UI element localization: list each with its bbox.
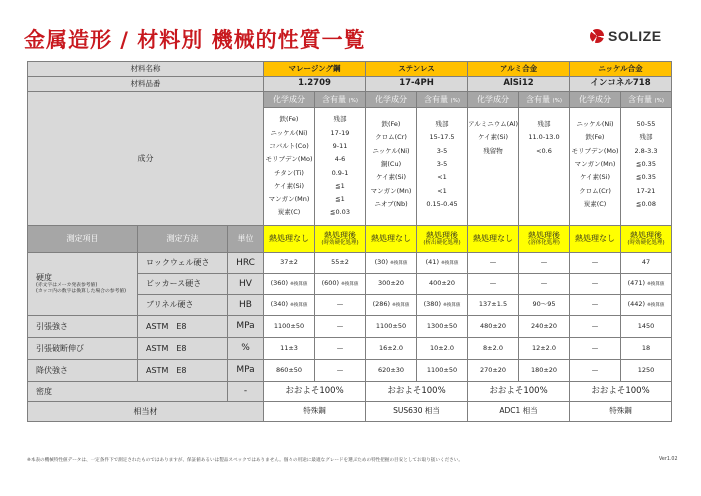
unit-cell: HRC — [228, 253, 264, 274]
unit-cell: HV — [228, 274, 264, 295]
material-grade-0: 1.2709 — [264, 77, 366, 92]
no-treat-header: 熱処理なし — [264, 226, 315, 253]
amounts-2: 残部 11.0-13.0 <0.6 — [519, 108, 570, 226]
elements-1: 鉄(Fe) クロム(Cr) ニッケル(Ni) 銅(Cu) ケイ素(Si) マンガン(Mn) ニオブ(Nb) — [366, 108, 417, 226]
post-treat-header: 熱処理後 (時効硬化処理) — [621, 226, 672, 253]
value-cell: 1100±50 — [366, 316, 417, 338]
chem-header: 化学成分 — [366, 92, 417, 108]
value-cell: (41) ※換算値 — [417, 253, 468, 274]
content-header: 含有量 (%) — [417, 92, 468, 108]
value-cell: 47 — [621, 253, 672, 274]
logo-text: SOLIZE — [608, 28, 662, 44]
value-cell: — — [468, 274, 519, 295]
method-header: 測定方法 — [138, 226, 228, 253]
item-cell: 密度 — [28, 382, 228, 402]
equivalent-value: 特殊鋼 — [264, 402, 366, 422]
value-cell: 55±2 — [315, 253, 366, 274]
unit-cell: - — [228, 382, 264, 402]
material-name-2: アルミ合金 — [468, 62, 570, 77]
equivalent-label: 相当材 — [28, 402, 264, 422]
post-treat-header: 熱処理後 (時効硬化処理) — [315, 226, 366, 253]
value-cell: — — [570, 360, 621, 382]
no-treat-header: 熱処理なし — [570, 226, 621, 253]
value-cell: — — [315, 338, 366, 360]
value-cell: 11±3 — [264, 338, 315, 360]
value-cell: (360) ※換算値 — [264, 274, 315, 295]
value-cell: 18 — [621, 338, 672, 360]
hardness-label-cell: 硬度 (赤文字はメーカ発表参考値) (カッコ内の数字は換算した場合の参考値) — [28, 253, 138, 316]
equivalent-value: SUS630 相当 — [366, 402, 468, 422]
material-grade-label: 材料品番 — [28, 77, 264, 92]
value-cell: — — [315, 360, 366, 382]
material-name-0: マレージング鋼 — [264, 62, 366, 77]
value-cell: (30) ※換算値 — [366, 253, 417, 274]
density-value: おおよそ100% — [570, 382, 672, 402]
value-cell: 8±2.0 — [468, 338, 519, 360]
value-cell: 10±2.0 — [417, 338, 468, 360]
composition-header-row — [28, 92, 672, 108]
value-cell: — — [519, 253, 570, 274]
no-treat-header: 熱処理なし — [366, 226, 417, 253]
chem-header: 化学成分 — [468, 92, 519, 108]
material-name-1: ステンレス — [366, 62, 468, 77]
material-name-3: ニッケル合金 — [570, 62, 672, 77]
value-cell: — — [315, 295, 366, 316]
method-cell: ASTM E8 — [138, 338, 228, 360]
value-cell: 300±20 — [366, 274, 417, 295]
composition-label: 成分 — [28, 92, 264, 226]
value-cell: 400±20 — [417, 274, 468, 295]
value-cell: 137±1.5 — [468, 295, 519, 316]
unit-cell: HB — [228, 295, 264, 316]
value-cell: — — [570, 295, 621, 316]
equivalent-row — [28, 402, 672, 422]
value-cell: (471) ※換算値 — [621, 274, 672, 295]
content-header: 含有量 (%) — [621, 92, 672, 108]
value-cell: (340) ※換算値 — [264, 295, 315, 316]
method-cell: ロックウェル硬さ — [138, 253, 228, 274]
value-cell: 16±2.0 — [366, 338, 417, 360]
elements-3: ニッケル(Ni) 鉄(Fe) モリブデン(Mo) マンガン(Mn) ケイ素(Si) クロム(Cr) 炭素(C) — [570, 108, 621, 226]
value-cell: (600) ※換算値 — [315, 274, 366, 295]
properties-table — [27, 61, 672, 422]
unit-cell: MPa — [228, 360, 264, 382]
unit-cell: MPa — [228, 316, 264, 338]
solize-logo — [590, 28, 662, 44]
equivalent-value: 特殊鋼 — [570, 402, 672, 422]
value-cell: 37±2 — [264, 253, 315, 274]
value-cell: — — [570, 316, 621, 338]
value-cell: — — [570, 274, 621, 295]
hardness-row-hrc — [28, 253, 672, 274]
item-cell: 降伏強さ — [28, 360, 138, 382]
chem-header: 化学成分 — [570, 92, 621, 108]
elongation-row — [28, 338, 672, 360]
material-name-label: 材料名称 — [28, 62, 264, 77]
tensile-strength-row — [28, 316, 672, 338]
item-cell: 引張破断伸び — [28, 338, 138, 360]
value-cell: (380) ※換算値 — [417, 295, 468, 316]
post-treat-header: 熱処理後 (溶体化処理) — [519, 226, 570, 253]
value-cell: 180±20 — [519, 360, 570, 382]
item-cell: 引張強さ — [28, 316, 138, 338]
post-treat-header: 熱処理後 (析出硬化処理) — [417, 226, 468, 253]
value-cell: 1100±50 — [264, 316, 315, 338]
amounts-3: 50-55 残部 2.8-3.3 ≦0.35 ≦0.35 17-21 ≦0.08 — [621, 108, 672, 226]
value-cell: 1300±50 — [417, 316, 468, 338]
elements-2: アルミニウム(Al) ケイ素(Si) 残留物 — [468, 108, 519, 226]
equivalent-value: ADC1 相当 — [468, 402, 570, 422]
unit-cell: % — [228, 338, 264, 360]
value-cell: — — [315, 316, 366, 338]
material-grade-1: 17-4PH — [366, 77, 468, 92]
value-cell: 12±2.0 — [519, 338, 570, 360]
value-cell: — — [570, 253, 621, 274]
density-value: おおよそ100% — [468, 382, 570, 402]
value-cell: — — [468, 253, 519, 274]
value-cell: 270±20 — [468, 360, 519, 382]
value-cell: 860±50 — [264, 360, 315, 382]
density-value: おおよそ100% — [264, 382, 366, 402]
version-label: Ver1.02 — [659, 457, 678, 462]
value-cell: 1250 — [621, 360, 672, 382]
value-cell: 1450 — [621, 316, 672, 338]
logo-mark-icon — [590, 29, 604, 43]
yield-strength-row — [28, 360, 672, 382]
content-header: 含有量 (%) — [315, 92, 366, 108]
value-cell: 1100±50 — [417, 360, 468, 382]
density-row — [28, 382, 672, 402]
content-header: 含有量 (%) — [519, 92, 570, 108]
no-treat-header: 熱処理なし — [468, 226, 519, 253]
material-name-row — [28, 62, 672, 77]
unit-header: 単位 — [228, 226, 264, 253]
material-grade-2: AlSi12 — [468, 77, 570, 92]
value-cell: — — [570, 338, 621, 360]
value-cell: (286) ※換算値 — [366, 295, 417, 316]
value-cell: 480±20 — [468, 316, 519, 338]
value-cell: 240±20 — [519, 316, 570, 338]
footnote: ※本表の機械特性値データは、一定条件下で測定されたものではありますが、保証値あるいは製品スペックではありません。個々の用途に最適なグレードを選ぶための特性把握の目安としてお取り扱いください。 — [27, 458, 463, 463]
amounts-0: 残部 17-19 9-11 4-6 0.9-1 ≦1 ≦1 ≦0.03 — [315, 108, 366, 226]
measure-header-row — [28, 226, 672, 253]
density-value: おおよそ100% — [366, 382, 468, 402]
item-header: 測定項目 — [28, 226, 138, 253]
value-cell: (442) ※換算値 — [621, 295, 672, 316]
chem-header: 化学成分 — [264, 92, 315, 108]
elements-0: 鉄(Fe) ニッケル(Ni) コバルト(Co) モリブデン(Mo) チタン(Ti) ケイ素(Si) マンガン(Mn) 炭素(C) — [264, 108, 315, 226]
value-cell: — — [519, 274, 570, 295]
method-cell: ASTM E8 — [138, 316, 228, 338]
method-cell: ブリネル硬さ — [138, 295, 228, 316]
method-cell: ASTM E8 — [138, 360, 228, 382]
value-cell: 90～95 — [519, 295, 570, 316]
method-cell: ビッカース硬さ — [138, 274, 228, 295]
value-cell: 620±30 — [366, 360, 417, 382]
material-grade-row — [28, 77, 672, 92]
material-grade-3: インコネル718 — [570, 77, 672, 92]
page-title: 金属造形 / 材料別 機械的性質一覧 — [24, 28, 366, 52]
amounts-1: 残部 15-17.5 3-5 3-5 <1 <1 0.15-0.45 — [417, 108, 468, 226]
